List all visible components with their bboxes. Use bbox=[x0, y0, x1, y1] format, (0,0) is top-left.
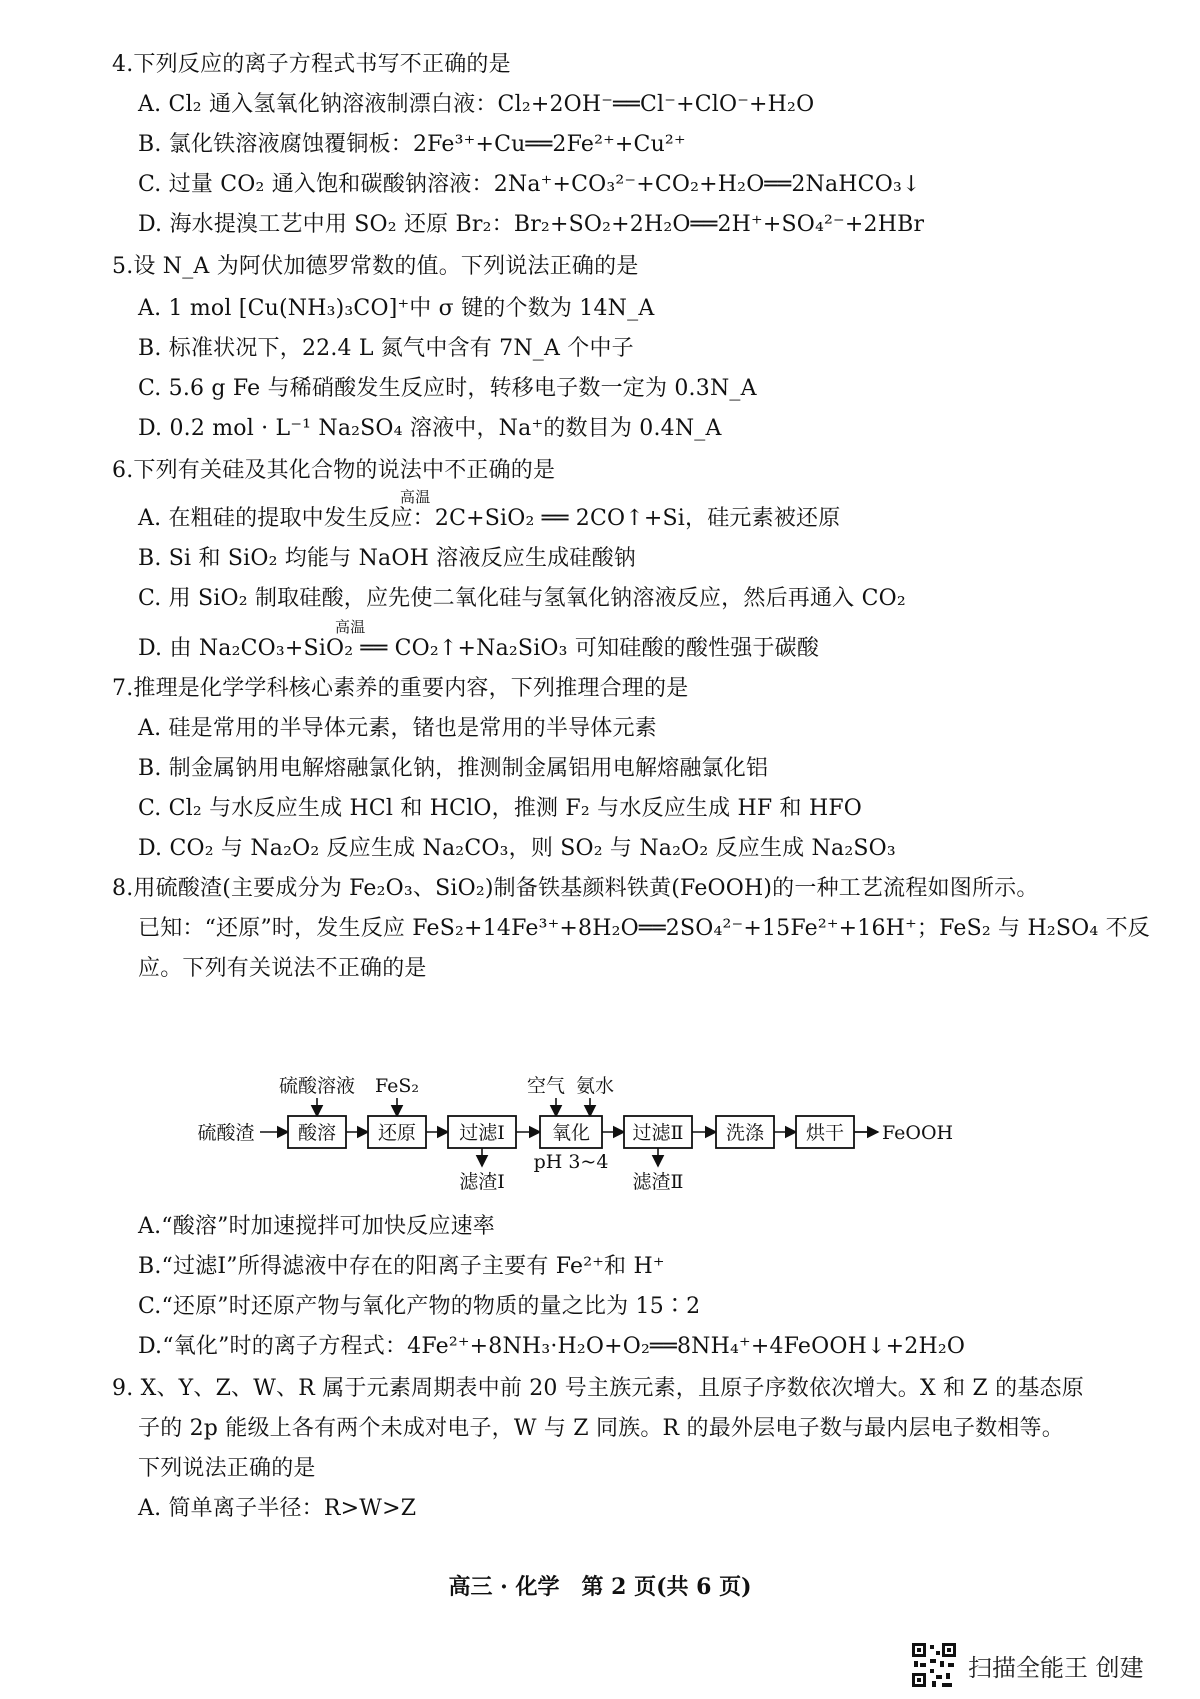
flow-step-5: 过滤Ⅱ bbox=[632, 1122, 684, 1144]
flow-reagent-ammonia: 氨水 bbox=[575, 1075, 615, 1097]
flow-reagent-air: 空气 bbox=[526, 1075, 566, 1097]
q7-option-d: D. CO₂ 与 Na₂O₂ 反应生成 Na₂CO₃，则 SO₂ 与 Na₂O₂ 反应生成 Na₂SO₃ bbox=[138, 836, 896, 861]
q6-d-condition: 高温 bbox=[335, 618, 366, 636]
flow-step-2: 还原 bbox=[377, 1122, 417, 1144]
q6-option-a: A. 在粗硅的提取中发生反应：2C+SiO₂ ══ 2CO↑+Si，硅元素被还原 bbox=[138, 506, 841, 531]
q4-option-c: C. 过量 CO₂ 通入饱和碳酸钠溶液：2Na⁺+CO₃²⁻+CO₂+H₂O══2NaHCO₃↓ bbox=[138, 172, 921, 197]
flow-reagent-sulfuric-acid: 硫酸溶液 bbox=[278, 1075, 356, 1097]
flow-input-label: 硫酸渣 bbox=[197, 1122, 255, 1144]
page-footer: 高三 · 化学 第 2 页(共 6 页) bbox=[448, 1574, 752, 1600]
q8-option-d: D.“氧化”时的离子方程式：4Fe²⁺+8NH₃·H₂O+O₂══8NH₄⁺+4FeOOH↓+2H₂O bbox=[138, 1334, 966, 1359]
q6-option-d: D. 由 Na₂CO₃+SiO₂ ══ CO₂↑+Na₂SiO₃ 可知硅酸的酸性强于碳酸 bbox=[138, 636, 820, 661]
q4-option-d: D. 海水提溴工艺中用 SO₂ 还原 Br₂：Br₂+SO₂+2H₂O══2H⁺+SO₄²⁻+2HBr bbox=[138, 212, 925, 237]
scanner-watermark bbox=[910, 1642, 1144, 1688]
watermark-text: 扫描全能王 创建 bbox=[968, 1653, 1144, 1682]
q8-option-c: C.“还原”时还原产物与氧化产物的物质的量之比为 15∶2 bbox=[138, 1294, 701, 1319]
q7-stem: 7.推理是化学学科核心素养的重要内容，下列推理合理的是 bbox=[112, 676, 689, 701]
q9-stem-line-3: 下列说法正确的是 bbox=[138, 1456, 316, 1481]
flow-step-7: 烘干 bbox=[805, 1122, 845, 1144]
flow-step-4: 氧化 bbox=[551, 1122, 591, 1144]
q9-option-a: A. 简单离子半径：R>W>Z bbox=[138, 1496, 417, 1521]
q5-option-d: D. 0.2 mol · L⁻¹ Na₂SO₄ 溶液中，Na⁺的数目为 0.4N_A bbox=[138, 416, 722, 441]
q6-option-c: C. 用 SiO₂ 制取硅酸，应先使二氧化硅与氢氧化钠溶液反应，然后再通入 CO₂ bbox=[138, 586, 906, 611]
q4-stem: 4.下列反应的离子方程式书写不正确的是 bbox=[112, 52, 511, 77]
qr-code-icon bbox=[910, 1641, 958, 1689]
flow-step-1: 酸溶 bbox=[297, 1122, 337, 1144]
q4-option-b: B. 氯化铁溶液腐蚀覆铜板：2Fe³⁺+Cu══2Fe²⁺+Cu²⁺ bbox=[138, 132, 686, 157]
q6-stem: 6.下列有关硅及其化合物的说法中不正确的是 bbox=[112, 458, 556, 483]
q5-option-b: B. 标准状况下，22.4 L 氮气中含有 7N_A 个中子 bbox=[138, 336, 634, 361]
q4-option-a: A. Cl₂ 通入氢氧化钠溶液制漂白液：Cl₂+2OH⁻══Cl⁻+ClO⁻+H₂O bbox=[138, 92, 815, 117]
q8-option-a: A.“酸溶”时加速搅拌可加快反应速率 bbox=[138, 1214, 495, 1239]
q7-option-a: A. 硅是常用的半导体元素，锗也是常用的半导体元素 bbox=[138, 716, 657, 741]
q6-a-condition: 高温 bbox=[400, 488, 431, 506]
q7-option-c: C. Cl₂ 与水反应生成 HCl 和 HClO，推测 F₂ 与水反应生成 HF 和 HFO bbox=[138, 796, 863, 821]
q9-stem-line-1: 9. X、Y、Z、W、R 属于元素周期表中前 20 号主族元素，且原子序数依次增大。X 和 Z 的基态原 bbox=[112, 1376, 1084, 1401]
q8-option-b: B.“过滤Ⅰ”所得滤液中存在的阳离子主要有 Fe²⁺和 H⁺ bbox=[138, 1254, 665, 1279]
q8-stem-line-3: 应。下列有关说法不正确的是 bbox=[138, 956, 427, 981]
q5-option-c: C. 5.6 g Fe 与稀硝酸发生反应时，转移电子数一定为 0.3N_A bbox=[138, 376, 757, 401]
q8-stem-line-1: 8.用硫酸渣(主要成分为 Fe₂O₃、SiO₂)制备铁基颜料铁黄(FeOOH)的一种工艺流程如图所示。 bbox=[112, 876, 1039, 901]
q9-stem-line-2: 子的 2p 能级上各有两个未成对电子，W 与 Z 同族。R 的最外层电子数与最内层电子数相等。 bbox=[138, 1416, 1064, 1441]
flow-output-label: FeOOH bbox=[882, 1122, 954, 1144]
q5-option-a: A. 1 mol [Cu(NH₃)₃CO]⁺中 σ 键的个数为 14N_A bbox=[138, 296, 655, 321]
flow-reagent-fes2: FeS₂ bbox=[374, 1075, 420, 1097]
flow-step-6: 洗涤 bbox=[725, 1122, 765, 1144]
process-flow-diagram bbox=[190, 1058, 1080, 1208]
q8-stem-line-2: 已知：“还原”时，发生反应 FeS₂+14Fe³⁺+8H₂O══2SO₄²⁻+15Fe²⁺+16H⁺；FeS₂ 与 H₂SO₄ 不反 bbox=[138, 916, 1150, 941]
flow-byproduct-residue-2: 滤渣Ⅱ bbox=[632, 1171, 684, 1193]
q7-option-b: B. 制金属钠用电解熔融氯化钠，推测制金属铝用电解熔融氯化铝 bbox=[138, 756, 769, 781]
flow-step-3: 过滤Ⅰ bbox=[459, 1122, 505, 1144]
q5-stem: 5.设 N_A 为阿伏加德罗常数的值。下列说法正确的是 bbox=[112, 254, 639, 279]
q6-option-b: B. Si 和 SiO₂ 均能与 NaOH 溶液反应生成硅酸钠 bbox=[138, 546, 636, 571]
flow-byproduct-residue-1: 滤渣Ⅰ bbox=[459, 1171, 505, 1193]
flow-ph-note: pH 3~4 bbox=[533, 1151, 609, 1173]
